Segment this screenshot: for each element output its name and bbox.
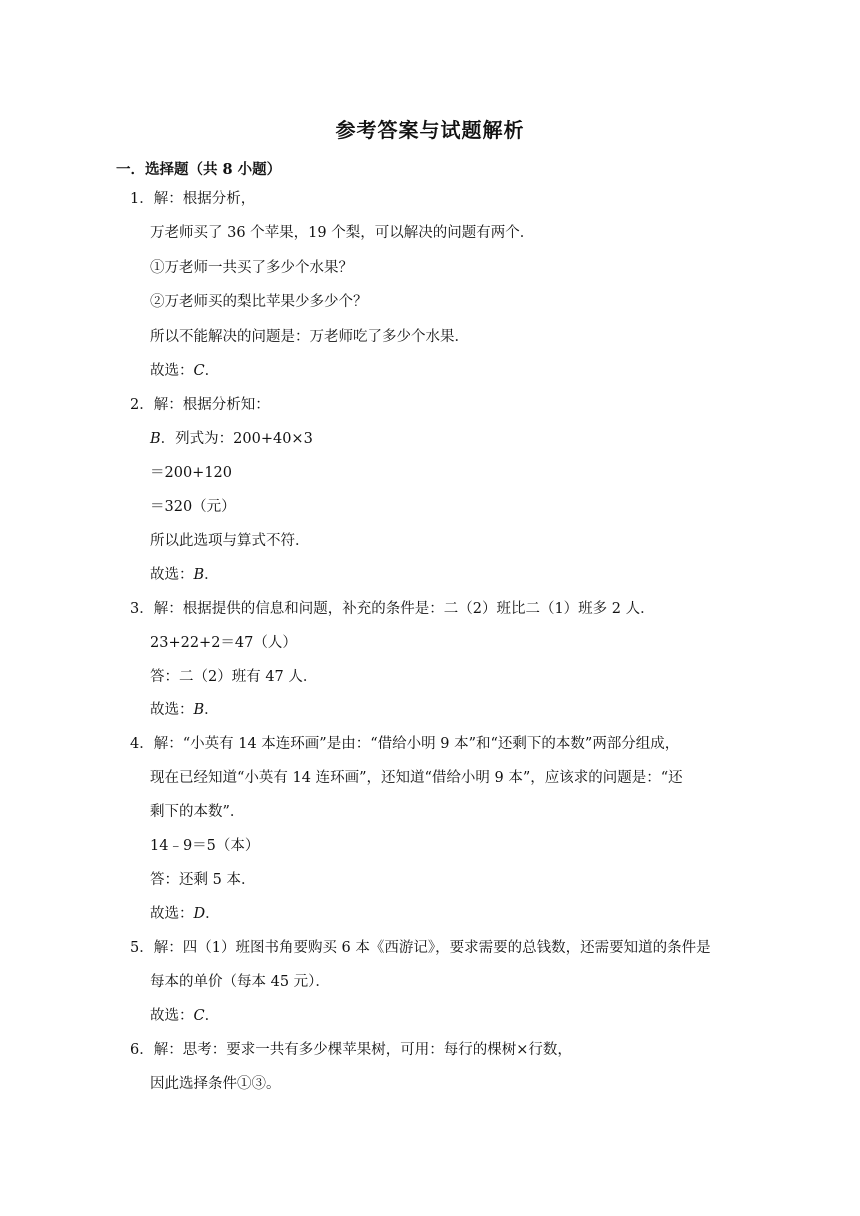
page-title: 参考答案与试题解析 bbox=[335, 118, 525, 142]
q5-answer: 故选：C． bbox=[150, 1008, 220, 1024]
q4-line-3: 14﹣9＝5（本） bbox=[150, 838, 260, 854]
q4-head: 4．解：“小英有 14 本连环画”是由：“借给小明 9 本”和“还剩下的本数”两部分组成， bbox=[130, 736, 680, 752]
q5-line-1: 每本的单价（每本 45 元）． bbox=[150, 974, 330, 990]
q1-answer: 故选：C． bbox=[150, 363, 220, 379]
q4-line-4: 答：还剩 5 本． bbox=[150, 872, 256, 888]
q3-head: 3．解：根据提供的信息和问题，补充的条件是：二（2）班比二（1）班多 2 人． bbox=[130, 601, 655, 617]
q4-line-2: 剩下的本数”． bbox=[150, 804, 245, 820]
q3-line-1: 23+22+2＝47（人） bbox=[150, 635, 297, 651]
q2-answer: 故选：B． bbox=[150, 567, 219, 583]
section-heading: 一．选择题（共 8 小题） bbox=[116, 161, 282, 178]
q1-line-4: 所以不能解决的问题是：万老师吃了多少个水果． bbox=[150, 329, 469, 345]
q2-line-4: 所以此选项与算式不符． bbox=[150, 533, 310, 549]
q1-line-3: ②万老师买的梨比苹果少多少个？ bbox=[150, 294, 368, 310]
q3-line-2: 答：二（2）班有 47 人． bbox=[150, 669, 318, 685]
q3-answer: 故选：B． bbox=[150, 702, 219, 718]
q4-line-1: 现在已经知道“小英有 14 连环画”，还知道“借给小明 9 本”，应该求的问题是：“还 bbox=[150, 770, 683, 786]
q4-answer: 故选：D． bbox=[150, 906, 220, 922]
q2-head: 2．解：根据分析知： bbox=[130, 397, 270, 413]
q2-line-3: ＝320（元） bbox=[150, 499, 236, 515]
q5-head: 5．解：四（1）班图书角要购买 6 本《西游记》，要求需要的总钱数，还需要知道的条件是 bbox=[130, 940, 711, 956]
q6-line-1: 因此选择条件①③。 bbox=[150, 1076, 281, 1092]
q1-line-1: 万老师买了 36 个苹果，19 个梨，可以解决的问题有两个． bbox=[150, 225, 535, 241]
q1-line-2: ①万老师一共买了多少个水果？ bbox=[150, 260, 353, 276]
q2-line-1: B．列式为：200+40×3 bbox=[150, 431, 313, 447]
q6-head: 6．解：思考：要求一共有多少棵苹果树，可用：每行的棵树×行数， bbox=[130, 1042, 572, 1058]
q2-line-2: ＝200+120 bbox=[150, 465, 233, 481]
q1-head: 1．解：根据分析， bbox=[130, 191, 256, 207]
